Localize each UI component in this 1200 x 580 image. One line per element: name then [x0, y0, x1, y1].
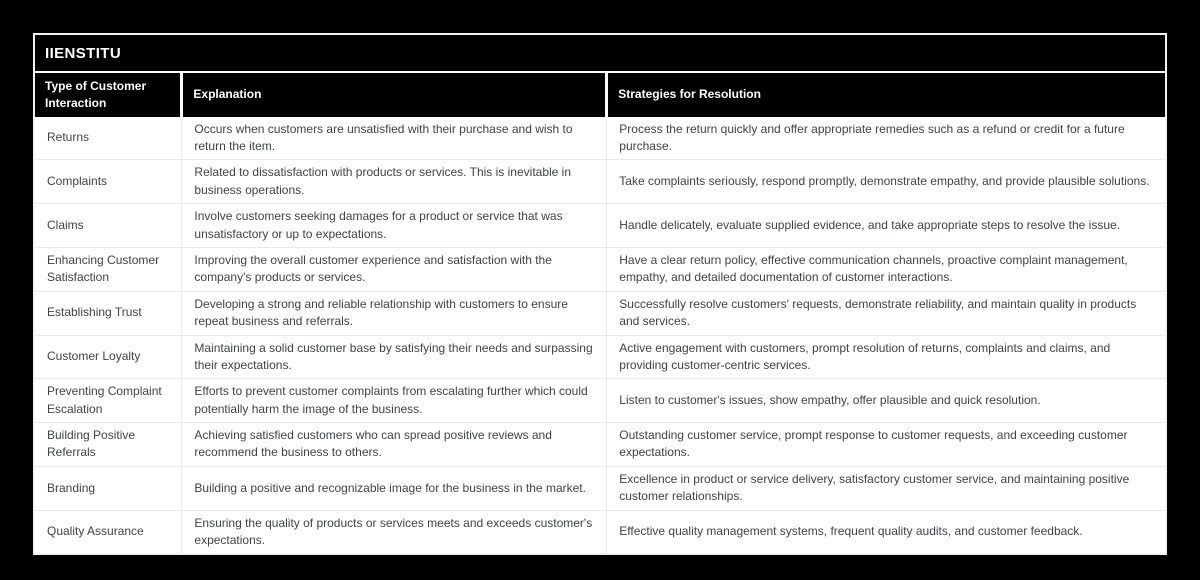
customer-interaction-table [35, 73, 1165, 553]
customer-interaction-sheet [33, 33, 1167, 555]
cell-explanation: Efforts to prevent customer complaints from escalating further which could potentially harm the image of the business. [182, 379, 607, 423]
cell-strategy: Active engagement with customers, prompt resolution of returns, complaints and claims, and providing customer-centric services. [607, 335, 1165, 379]
cell-strategy: Outstanding customer service, prompt response to customer requests, and exceeding customer expectations. [607, 423, 1165, 467]
header-row [35, 73, 1165, 117]
table-row [35, 160, 1165, 204]
table-row [35, 204, 1165, 248]
cell-strategy: Effective quality management systems, frequent quality audits, and customer feedback. [607, 510, 1165, 553]
cell-type: Enhancing Customer Satisfaction [35, 247, 182, 291]
cell-strategy: Successfully resolve customers' requests, demonstrate reliability, and maintain quality in products and services. [607, 291, 1165, 335]
cell-type: Claims [35, 204, 182, 248]
cell-explanation: Maintaining a solid customer base by satisfying their needs and surpassing their expectations. [182, 335, 607, 379]
table-row [35, 291, 1165, 335]
cell-explanation: Achieving satisfied customers who can spread positive reviews and recommend the business to others. [182, 423, 607, 467]
cell-type: Branding [35, 466, 182, 510]
cell-strategy: Handle delicately, evaluate supplied evidence, and take appropriate steps to resolve the issue. [607, 204, 1165, 248]
table-row [35, 117, 1165, 160]
table-row [35, 335, 1165, 379]
cell-explanation: Developing a strong and reliable relationship with customers to ensure repeat business and referrals. [182, 291, 607, 335]
cell-strategy: Listen to customer's issues, show empathy, offer plausible and quick resolution. [607, 379, 1165, 423]
cell-type: Quality Assurance [35, 510, 182, 553]
table-row [35, 510, 1165, 553]
table-row [35, 423, 1165, 467]
cell-strategy: Have a clear return policy, effective communication channels, proactive complaint management, empathy, and detailed documentation of customer interactions. [607, 247, 1165, 291]
cell-explanation: Occurs when customers are unsatisfied with their purchase and wish to return the item. [182, 117, 607, 160]
column-header-explanation: Explanation [182, 73, 607, 117]
cell-type: Building Positive Referrals [35, 423, 182, 467]
table-row [35, 247, 1165, 291]
table-row [35, 466, 1165, 510]
cell-strategy: Take complaints seriously, respond promptly, demonstrate empathy, and provide plausible solutions. [607, 160, 1165, 204]
cell-type: Customer Loyalty [35, 335, 182, 379]
brand-title: IIENSTITU [45, 44, 122, 62]
cell-type: Complaints [35, 160, 182, 204]
cell-strategy: Process the return quickly and offer appropriate remedies such as a refund or credit for a future purchase. [607, 117, 1165, 160]
cell-strategy: Excellence in product or service delivery, satisfactory customer service, and maintaining positive customer relationships. [607, 466, 1165, 510]
cell-explanation: Improving the overall customer experience and satisfaction with the company's products or services. [182, 247, 607, 291]
cell-explanation: Related to dissatisfaction with products or services. This is inevitable in business operations. [182, 160, 607, 204]
cell-explanation: Ensuring the quality of products or services meets and exceeds customer's expectations. [182, 510, 607, 553]
cell-type: Returns [35, 117, 182, 160]
cell-explanation: Building a positive and recognizable image for the business in the market. [182, 466, 607, 510]
cell-type: Preventing Complaint Escalation [35, 379, 182, 423]
title-bar [35, 35, 1165, 73]
table-row [35, 379, 1165, 423]
column-header-type: Type of Customer Interaction [35, 73, 182, 117]
cell-explanation: Involve customers seeking damages for a product or service that was unsatisfactory or up to expectations. [182, 204, 607, 248]
cell-type: Establishing Trust [35, 291, 182, 335]
column-header-strategies: Strategies for Resolution [607, 73, 1165, 117]
